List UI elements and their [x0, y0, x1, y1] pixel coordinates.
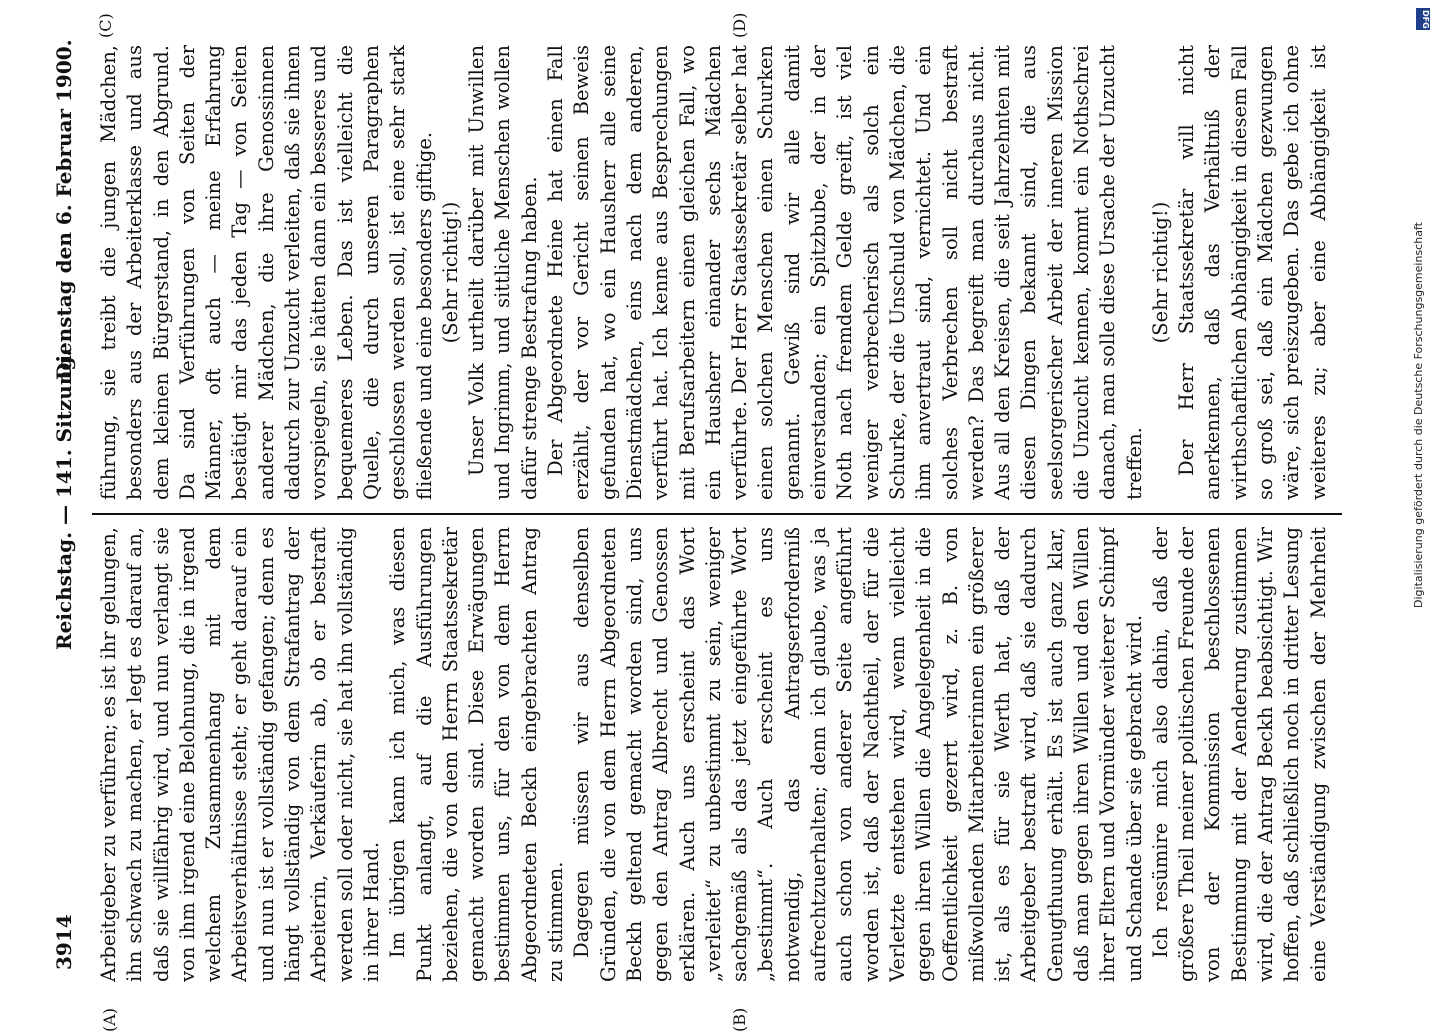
paragraph: Der Herr Staatssekretär will nicht anerkennen, daß das Verhältniß der wirthschaftlichen Abhängigkeit in diesem Fall so groß sei, daß ein Mädchen gezwungen wäre, sich preiszugeben. Das gebe ich ohne weiteres zu; aber eine Abhängigkeit ist — [1175, 45, 1330, 500]
interjection: (Sehr richtig!) — [438, 201, 462, 344]
paragraph: Ich resümire mich also dahin, daß der größere Theil meiner politischen Freunde der von der Kommission beschlossenen Bestimmung mit der Aenderung zustimmen wird, die der Antrag Beckh beabsichtigt. Wir hoffen, daß schließlich noch in dritter Lesung eine Verständigung zwischen der Mehrheit — [1148, 527, 1330, 982]
paragraph: führung, sie treibt die jungen Mädchen, besonders aus der Arbeiterklasse und aus dem kleinen Bürgerstand, in den Abgrund. Da sind Verführungen von Seiten der Männer, oft auch — meine Erfahrung bestätigt mir das jeden Tag — von Seiten anderer Mädchen, die ihre Genossinnen dadurch zur Unzucht verleiten, daß sie ihnen vorspiegeln, sie hätten dann ein besseres und bequemeres Leben. Das ist vielleicht die Quelle, die durch unseren Paragraphen geschlossen werden soll, ist eine sehr stark fließende und eine besonders giftige. — [97, 45, 436, 500]
margin-marker-c: (C) — [96, 13, 115, 38]
column-divider — [92, 513, 1342, 515]
header-date: Dienstag den 6. Februar 1900. — [52, 39, 76, 380]
dfg-logo-icon: DFG — [1416, 8, 1430, 30]
header-session: Reichstag. — 141. Sitzung. — [52, 349, 76, 650]
left-column — [96, 527, 1331, 982]
page-header — [48, 20, 80, 980]
margin-marker-b: (B) — [730, 1007, 749, 1032]
interjection: (Sehr richtig!) — [1148, 201, 1172, 344]
credit-text: Digitalisierung gefördert durch die Deutsche Forschungsgemeinschaft — [1412, 222, 1425, 608]
page-number: 3914 — [52, 914, 76, 970]
right-column — [96, 45, 1331, 500]
paragraph: Dagegen müssen wir aus denselben Gründen, die von dem Herrn Abgeordneten Beckh geltend gemacht worden sind, uns gegen den Antrag Albrecht und Genossen erklären. Auch uns erscheint das Wort „verleitet“ zu unbestimmt zu sein, weniger sachgemäß als das jetzt eingeführte Wort „bestimmt“. Auch erscheint es uns notwendig, das Antragserforderniß aufrechtzuerhalten; denn ich glaube, was ja auch schon von anderer Seite angeführt worden ist, daß der Nachtheil, der für die Verletzte entstehen wird, wenn vielleicht gegen ihren Willen die Angelegenheit in die Oeffentlichkeit gezerrt wird, z. B. von mißwollenden Mitarbeiterinnen ein größerer ist, als es für sie Werth hat, daß der Arbeitgeber bestraft wird, daß sie dadurch Genugthuung erhält. Es ist auch ganz klar, daß man gegen ihren Willen und den Willen ihrer Eltern und Vormünder weiterer Schimpf und Schande über sie gebracht wird. — [570, 527, 1146, 982]
margin-marker-a: (A) — [100, 1007, 119, 1032]
paragraph: Der Abgeordnete Heine hat einen Fall erzählt, der vor Gericht seinen Beweis gefunden hat, wo ein Hausherr alle seine Dienstmädchen, eins nach dem anderen, verführt hat. Ich kenne aus Besprechungen mit Berufsarbeitern einen gleichen Fall, wo ein Hausherr einander sechs Mädchen verführte. Der Herr Staatssekretär selber hat einen solchen Menschen einen Schurken genannt. Gewiß sind wir alle damit einverstanden; ein Spitzbube, der in der Noth nach fremdem Gelde greift, ist viel weniger verbrecherisch als solch ein Schurke, der die Unschuld von Mädchen, die ihm anvertraut sind, vernichtet. Und ein solches Verbrechen soll nicht bestraft werden? Das begreift man durchaus nicht. Aus all den Kreisen, die seit Jahrzehnten mit diesen Dingen bekannt sind, die aus seelsorgerischer Arbeit der inneren Mission die Unzucht kennen, kommt ein Nothschrei danach, man solle diese Ursache der Unzucht treffen. — [544, 45, 1146, 500]
digitization-credit — [1408, 8, 1434, 608]
paragraph: Arbeitgeber zu verführen; es ist ihr gelungen, ihn schwach zu machen, er legt es darauf an, daß sie willfährig wird, und nun verlangt sie von ihm irgend eine Belohnung, die in irgend welchem Zusammenhang mit dem Arbeitsverhältnisse steht; er geht darauf ein und nun ist er vollständig gefangen; denn es hängt vollständig von dem Strafantrag der Arbeiterin, Verkäuferin ab, ob er bestraft werden soll oder nicht, sie hat ihn vollständig in ihrer Hand. — [97, 527, 383, 982]
margin-marker-d: (D) — [730, 12, 749, 38]
paragraph: Im übrigen kann ich mich, was diesen Punkt anlangt, auf die Ausführungen beziehen, die von dem Herrn Staatssekretär gemacht worden sind. Diese Erwägungen bestimmen uns, für den von dem Herrn Abgeordneten Beckh eingebrachten Antrag zu stimmen. — [386, 527, 568, 982]
paragraph: Unser Volk urtheilt darüber mit Unwillen und Ingrimm, und sittliche Menschen wollen dafür strenge Bestrafung haben. — [465, 45, 541, 500]
